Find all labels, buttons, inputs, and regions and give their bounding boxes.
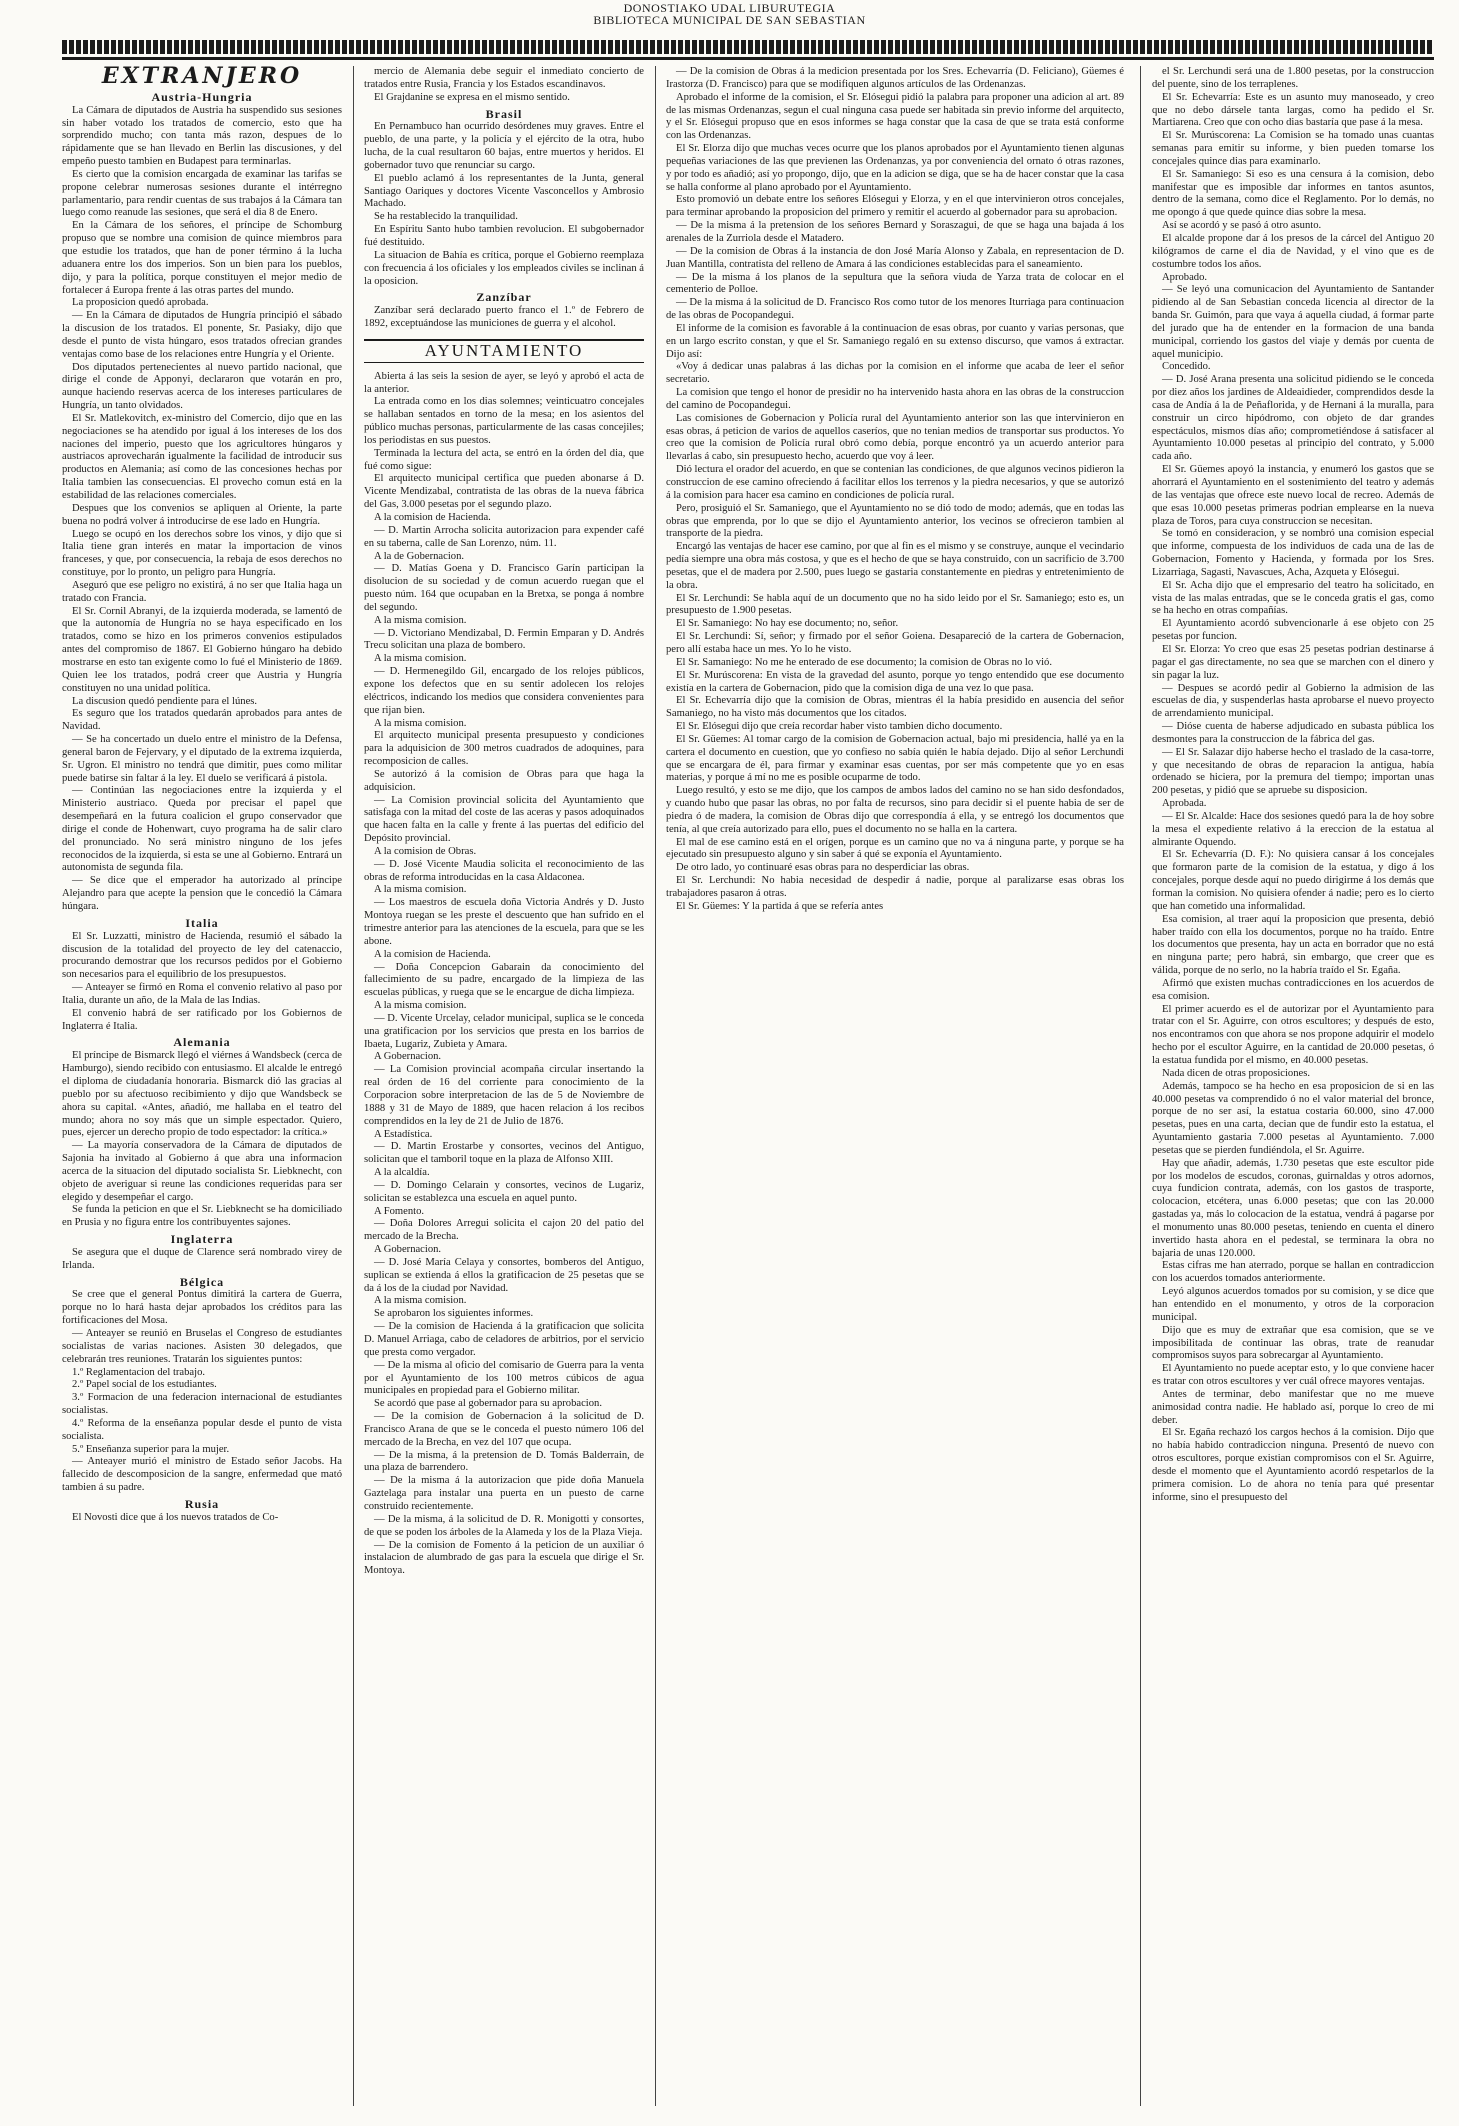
paragraph: — De la misma, á la solicitud de D. R. Monigotti y consortes, de que se poden los árboles de la Alameda y los de la Plaza Vieja.	[364, 1513, 644, 1538]
paragraph: Estas cifras me han aterrado, porque se hallan en contradiccion con los acuerdos tomados anteriormente.	[1152, 1260, 1434, 1285]
paragraph: — Despues se acordó pedir al Gobierno la admision de las escuelas de dia, y suspenderlas hasta aprobarse el nuevo proyecto de arrendamiento municipal.	[1152, 682, 1434, 720]
paragraph: El convenio habrá de ser ratificado por los Gobiernos de Inglaterra é Italia.	[62, 1007, 342, 1032]
newspaper-columns	[62, 66, 1434, 2106]
paragraph: El Sr. Echevarría dijo que la comision de Obras, mientras él la había presidido en ausencia del señor Samaniego, no ha visto más documentos que los citados.	[666, 695, 1124, 720]
paragraph: Concedido.	[1162, 361, 1211, 373]
paragraph: Antes de terminar, debo manifestar que no me mueve animosidad contra nadie. He hablado así, porque lo creo de mi deber.	[1152, 1388, 1434, 1426]
paragraph: Afirmó que existen muchas contradicciones en los acuerdos de esa comision.	[1152, 977, 1434, 1002]
paragraph: — El Sr. Alcalde: Hace dos sesiones quedó para la de hoy sobre la mesa el expediente relativo á la ereccion de la estatua al almirante Oquendo.	[1152, 810, 1434, 848]
paragraph: El mal de ese camino está en el orígen, porque es un camino que no va á ninguna parte, y porque se ha ejecutado sin presupuesto alguno y sin saber á qué se exponía el Ayuntamiento.	[666, 836, 1124, 861]
paragraph: Abierta á las seis la sesion de ayer, se leyó y aprobó el acta de la anterior.	[364, 370, 644, 395]
paragraph: En Espíritu Santo hubo tambien revolucion. El subgobernador fué destituido.	[364, 224, 644, 248]
paragraph: Es cierto que la comision encargada de examinar las tarifas se propone celebrar numerosas sesiones durante el intérregno parlamentario, para rendir cuentas de sus trabajos á la Cámara tan luego como reanude las sesiones, que será el dia 8 de Enero.	[62, 168, 342, 219]
paragraph: Dió lectura el orador del acuerdo, en que se contenian las condiciones, de que algunos vecinos pidieron la construccion de ese camino ofreciendo á facilitar ellos los terrenos y la piedra necesarios, y que se autorizó á la comision para hacer esa camino en condiciones de policía rural.	[666, 464, 1124, 501]
column-4	[1152, 66, 1434, 2106]
paragraph: Las comisiones de Gobernacion y Policía rural del Ayuntamiento anterior son las que intervinieron en esas obras, á peticion de varios de aquellos caseríos, que no tenian medios de transportar sus productos. Yo creo que la comision de Policía rural obró como debía, porque encontró ya un acuerdo anterior para llevarlas á cabo, sin presupuesto hecho, acuerdo que voy á leer.	[666, 412, 1124, 463]
paragraph: — D. Matías Goena y D. Francisco Garín participan la disolucion de su sociedad y de comun acuerdo ruegan que el puesto núm. 164 que ocupaban en la Bretxa, se ponga á nombre del segundo.	[364, 563, 644, 613]
paragraph: El Sr. Lerchundi: Sí, señor; y firmado por el señor Goiena. Desapareció de la cartera de Gobernacion, pero allí estaba hace un mes. Yo lo he visto.	[666, 631, 1124, 655]
paragraph: — De la misma á la autorizacion que pide doña Manuela Gaztelaga para instalar una puerta en un puesto de carne construido recientemente.	[364, 1475, 644, 1512]
paragraph: El Sr. Murúscorena: La Comision se ha tomado unas cuantas semanas para emitir su informe, y bien pueden tomarse los concejales quince dias para examinarlo.	[1152, 130, 1434, 167]
paragraph: — Se dice que el emperador ha autorizado al príncipe Alejandro para que acepte la pension que le concedió la Cámara húngara.	[62, 875, 342, 912]
column-divider	[655, 66, 656, 2106]
paragraph: El Sr. Lerchundi: No habia necesidad de despedir á nadie, porque al paralizarse esas obras los trabajadores pasaron á otras.	[666, 875, 1124, 899]
paragraph: A Estadística.	[374, 1128, 433, 1140]
subsection-zanzibar: Zanzíbar	[476, 290, 532, 305]
paragraph: — D. José Arana presenta una solicitud pidiendo se le conceda por diez años los jardines de Aldeaidieder, comprendidos desde la casa de Andía á la de Peñaflorida, y de Hernani á la muralla, para construir un circo hipódromo, con objeto de dar grandes espectáculos, mismos días año; comprometiéndose á satisfacer al Ayuntamiento 10.000 pesetas al principio del contrato, y 5.000 cada año.	[1152, 374, 1434, 463]
paragraph: — D. José María Celaya y consortes, bomberos del Antiguo, suplican se extienda á ellos la gratificacion de 25 pesetas que se da á los de la ciudad por Navidad.	[364, 1256, 644, 1294]
paragraph: Se aprobaron los siguientes informes.	[374, 1308, 534, 1320]
paragraph: — D. Victoriano Mendizabal, D. Fermin Emparan y D. Andrés Trecu solicitan una plaza de bombero.	[364, 627, 644, 652]
paragraph: El Sr. Acha dijo que el empresario del teatro ha solicitado, en vista de las malas entradas, que se le conceda gratis el gas, como se ha hecho en otras compañías.	[1152, 579, 1434, 617]
paragraph: El Sr. Luzzatti, ministro de Hacienda, resumió el sábado la discusion de la totalidad del proyecto de ley del catenaccio, procurando demostrar que los recursos pedidos por el Gobierno son necesarios para el equilibrio de los presupuestos.	[62, 930, 342, 981]
paragraph: El Sr. Samaniego: No me he enterado de ese documento; la comision de Obras no lo vió.	[676, 656, 1052, 668]
paragraph: Zanzíbar será declarado puerto franco el 1.º de Febrero de 1892, exceptuándose las municiones de guerra y el alcohol.	[364, 305, 644, 330]
paragraph: El Sr. Murúscorena: En vista de la gravedad del asunto, porque yo tengo entendido que ese documento existía en la cartera de Gobernacion, pido que la comision diga de una vez lo que pasa.	[666, 669, 1124, 694]
paragraph: Hay que añadir, además, 1.730 pesetas que este escultor pide por los modelos de escudos, coronas, guirnaldas y otros adornos, cuya fundicion contrata, además, con los gastos de trasporte, colocacion, etcétera, unas 6.000 pesetas; que con las 20.000 gastadas ya, más lo colocacion de la estatua, vendrá á pagarse por el monumento unas 80.000 pesetas, teniendo en cuenta el dinero invertido hasta ahora en el pedestal, se terminara la obra no bajaria de unas 120.000.	[1152, 1157, 1434, 1259]
archive-stamp-line1: DONOSTIAKO UDAL LIBURUTEGIA	[623, 1, 836, 15]
paragraph: A la de Gobernacion.	[374, 550, 465, 562]
paragraph: Se acordó que pase al gobernador para su aprobacion.	[374, 1398, 602, 1410]
paragraph: El pueblo aclamó á los representantes de la Junta, general Santiago Oariques y doctores Vicente Vasconcellos y Ambrosio Machado.	[364, 172, 644, 210]
paragraph: La discusion quedó pendiente para el lúnes.	[72, 695, 258, 707]
paragraph: — Anteayer se firmó en Roma el convenio relativo al paso por Italia, durante un año, de la Mala de las Indias.	[62, 982, 342, 1006]
paragraph: — Los maestros de escuela doña Victoria Andrés y D. Justo Montoya ruegan se les preste el descuento que han sufrido en el trimestre anterior para las atenciones de la escuela, para que se les abone.	[364, 897, 644, 947]
paragraph: — De la comision de Hacienda á la gratificacion que solicita D. Manuel Arriaga, cabo de celadores de arbitrios, por el servicio que presta como vergador.	[364, 1321, 644, 1358]
paragraph: Aprobado.	[1162, 271, 1208, 283]
paragraph: — D. José Vicente Maudia solicita el reconocimiento de las obras de reforma introducidas en la casa Aldaconea.	[364, 858, 644, 883]
paragraph: El Novosti dice que á los nuevos tratados de Co-	[72, 1511, 279, 1523]
paragraph: En Pernambuco han ocurrido desórdenes muy graves. Entre el pueblo, de una parte, y la policía y el ejército de la otra, hubo lucha, de la cual resultaron 60 bajas, entre muertos y heridos. El gobernador tuvo que renunciar su cargo.	[364, 121, 644, 171]
paragraph: — De la misma al oficio del comisario de Guerra para la venta por el Ayuntamiento de los 100 metros cúbicos de agua municipales en propiedad para el Gobierno militar.	[364, 1359, 644, 1397]
paragraph: El arquitecto municipal presenta presupuesto y condiciones para la adquisicion de 300 metros cuadrados de adoquines, para recomposicion de calles.	[364, 730, 644, 768]
paragraph: Dijo que es muy de extrañar que esa comision, que se ve imposibilitada de continuar las obras, trate de reanudar compromisos suyos para sobrecargar al Ayuntamiento.	[1152, 1324, 1434, 1362]
paragraph: — Continúan las negociaciones entre la izquierda y el Ministerio austriaco. Queda por precisar el papel que desempeñará en la futura coalicion el grupo conservador que dirige el conde de Hohenwart, cuyo programa ha de salir claro del pronunciado. No será ministro ninguno de los jefes reconocidos de la izquierda, si esta se une al Gobierno. Entrará un autonomista de segunda fila.	[62, 785, 342, 874]
paragraph: Leyó algunos acuerdos tomados por su comision, y se dice que han entendido en el monumento, y otros de la corporacion municipal.	[1152, 1286, 1434, 1323]
subsection-alemania: Alemania	[173, 1035, 231, 1050]
subsection-rusia: Rusia	[184, 1496, 220, 1511]
paragraph: — Anteayer murió el ministro de Estado señor Jacobs. Ha fallecido de descomposicion de la sangre, enfermedad que mató tambien á su padre.	[62, 1456, 342, 1494]
section-title-ayuntamiento: AYUNTAMIENTO	[364, 339, 644, 363]
paragraph: Se funda la peticion en que el Sr. Liebknecht se ha domiciliado en Prusia y no figura entre los contribuyentes sajones.	[62, 1204, 342, 1229]
paragraph: El Sr. Elorza dijo que muchas veces ocurre que los planos aprobados por el Ayuntamiento tienen algunas pequeñas variaciones de las que previenen las Ordenanzas, ya por conveniencia del ornato ó otras razones, y por todo es añadió; así yo propongo, dijo, que en la adicion se diga, que se ha de hacer constar que la casa se halla conforme al plano aprobado por el Ayuntamiento.	[666, 143, 1124, 193]
paragraph: Aprobado el informe de la comision, el Sr. Elósegui pidió la palabra para proponer una adicion al art. 89 de las mismas Ordenanzas, segun el cual ninguna casa puede ser habitada sin previo informe del arquitecto, y el Sr. Elósegui propuso que en esos informes se haga constar que la casa de que se trata está conforme con las Ordenanzas.	[666, 91, 1124, 142]
list-item: 5.º Enseñanza superior para la mujer.	[72, 1443, 230, 1455]
paragraph: La comision que tengo el honor de presidir no ha intervenido hasta ahora en las obras de la construccion del camino de Pocopandegui.	[666, 387, 1124, 411]
paragraph: Se ha restablecido la tranquilidad.	[374, 211, 518, 223]
paragraph: — La mayoría conservadora de la Cámara de diputados de Sajonia ha invitado al Gobierno á que abra una informacion acerca de la situacion del diputado socialista Sr. Liebknecht, con objeto de averiguar si reune las condiciones requeridas para ser elegido y desempeñar el cargo.	[62, 1140, 342, 1203]
paragraph: Aseguró que ese peligro no existirá, á no ser que Italia haga un tratado con Francia.	[62, 579, 342, 604]
paragraph: el Sr. Lerchundi será una de 1.800 pesetas, por la construccion del puente, sino de los terraplenes.	[1152, 66, 1434, 90]
paragraph: — D. Hermenegildo Gil, encargado de los relojes públicos, expone los defectos que en su sentir adolecen los relojes eléctricos, indicando los medios que considera convenientes para que rijan bien.	[364, 666, 644, 716]
paragraph: — De la misma á la solicitud de D. Francisco Ros como tutor de los menores Iturriaga para continuacion de las obras de Pocopandegui.	[666, 297, 1124, 322]
paragraph: Es seguro que los tratados quedarán aprobados para antes de Navidad.	[62, 708, 342, 733]
subsection-belgica: Bélgica	[179, 1274, 225, 1289]
archive-stamp-line2: BIBLIOTECA MUNICIPAL DE SAN SEBASTIAN	[593, 13, 866, 27]
paragraph: La proposicion quedó aprobada.	[72, 297, 209, 309]
paragraph: mercio de Alemania debe seguir el inmediato concierto de tratados entre Rusia, Francia y los Estados escandinavos.	[364, 66, 644, 90]
paragraph: — De la misma, á la pretension de D. Tomás Balderrain, de una plaza de barrendero.	[364, 1449, 644, 1474]
paragraph: El Sr. Elorza: Yo creo que esas 25 pesetas podrian destinarse á pagar el gas directamente, no sea que se marchen con el dinero y sin pagar la luz.	[1152, 643, 1434, 681]
subsection-italia: Italia	[185, 915, 219, 930]
paragraph: — Dióse cuenta de haberse adjudicado en subasta pública los desmontes para la construccion de la fábrica del gas.	[1152, 721, 1434, 745]
header-ornamental-rule	[62, 40, 1434, 54]
paragraph: A la comision de Hacienda.	[374, 512, 491, 523]
paragraph: — De la misma á la pretension de los señores Bernard y Soraszagui, de que se haga una bajada á los arenales de la Zurriola desde el Matadero.	[666, 220, 1124, 244]
list-item: 2.º Papel social de los estudiantes.	[72, 1379, 217, 1391]
paragraph: — De la comision de Obras á la instancia de don José María Alonso y Zabala, en representacion de D. Juan Mantilla, contratista del relleno de Amara á las condiciones establecidas para el saneamiento.	[666, 245, 1124, 270]
paragraph: — La Comision provincial acompaña circular insertando la real órden de 16 del corriente para conocimiento de la Corporacion sobre interpretacion de las de 5 de Noviembre de 1888 y 31 de Mayo de 1889, que hacen relacion á los recibos comprendidos en la ley de 21 de Julio de 1876.	[364, 1064, 644, 1127]
subsection-brasil: Brasil	[485, 106, 523, 121]
paragraph: El Ayuntamiento no puede aceptar esto, y lo que conviene hacer es tratar con otros escultores y ver cuál ofrece mayores ventajas.	[1152, 1363, 1434, 1388]
paragraph: — Doña Dolores Arregui solicita el cajon 20 del patio del mercado de la Brecha.	[364, 1218, 644, 1243]
paragraph: El Grajdanine se expresa en el mismo sentido.	[374, 91, 570, 103]
paragraph: A la misma comision.	[374, 1295, 467, 1307]
paragraph: Esto promovió un debate entre los señores Elósegui y Elorza, y en el que intervinieron otros concejales, para terminar aprobando la proposicion del primero y remitir el acuerdo al gobernador para su aprobacion.	[666, 194, 1124, 219]
paragraph: El Sr. Cornil Abranyi, de la izquierda moderada, se lamentó de que la autonomía de Hungría no se haya especificado en los tratados, como se hizo en los primeros convenios estipulados antes del compromiso de 1867. El Gobierno húngaro ha debido mostrarse en esto tan exigente como lo fué el Ministerio de 1869. Quien lee los tratados, podrá creer que Austria y Hungría constituyen no una unidad política.	[62, 605, 342, 694]
paragraph: Aprobada.	[1162, 798, 1207, 810]
paragraph: A la comision de Hacienda.	[374, 948, 491, 960]
paragraph: El Sr. Samaniego: No hay ese documento; no, señor.	[676, 618, 899, 630]
subsection-austria-hungria: Austria-Hungria	[151, 89, 253, 104]
paragraph: El primer acuerdo es el de autorizar por el Ayuntamiento para tratar con el Sr. Aguirre, con otros escultores; y después de esto, nos encontramos con que ahora se nos propone adquirir el modelo hecho por el escultor Aguirre, en la cantidad de 20.000 pesetas, ó la estatua fundida por el mismo, en 40.000 pesetas.	[1152, 1003, 1434, 1066]
paragraph: En la Cámara de los señores, el príncipe de Schomburg propuso que se nombre una comision de quince miembros para que estudie los tratados, que han de poner término á la lucha aduanera entre los dos imperios. Son un bien para los pueblos, dijo, y para la política, porque constituyen el mejor medio de fortalecer á Europa frente á las otras partes del mundo.	[62, 220, 342, 296]
paragraph: — Se leyó una comunicacion del Ayuntamiento de Santander pidiendo al de San Sebastian conceda licencia al director de la banda Sr. Guimón, para que vaya á aquella ciudad, á formar parte del jurado que ha de entender en la formacion de una banda municipal, corriendo los gastos del viaje y demás por cuenta de aquel municipio.	[1152, 284, 1434, 360]
paragraph: A Gobernacion.	[374, 1051, 442, 1063]
paragraph: Se asegura que el duque de Clarence será nombrado virey de Irlanda.	[62, 1246, 342, 1271]
paragraph: — D. Vicente Urcelay, celador municipal, suplica se le conceda una gratificacion por los servicios que presta en los barrios de Ibaeta, Lugariz, Zubieta y Amara.	[364, 1012, 644, 1050]
paragraph: — Doña Concepcion Gabarain da conocimiento del fallecimiento de su padre, encargado de la limpieza de las escuelas públicas, y ruega que se le encargue de dicha limpieza.	[364, 961, 644, 999]
paragraph: La situacion de Bahía es crítica, porque el Gobierno reemplaza con frecuencia á los oficiales y los empleados civiles se inclinan á la oposicion.	[364, 249, 644, 287]
paragraph: — El Sr. Salazar dijo haberse hecho el traslado de la casa-torre, y que necesitando de obras de reparacion la antigua, había ordenado se hiciera, por la premura del tiempo; importan unas 200 pesetas, y pidió que se apruebe su disposicion.	[1152, 746, 1434, 797]
column-2	[364, 66, 644, 2106]
paragraph: A la misma comision.	[374, 653, 467, 665]
paragraph: — De la comision de Obras á la medicion presentada por los Sres. Echevarría (D. Feliciano), Güemes é Irastorza (D. Francisco) para que se modifiquen algunos artículos de las Ordenanzas.	[666, 66, 1124, 90]
paragraph: — D. Martin Erostarbe y consortes, vecinos del Antiguo, solicitan que el tamboril toque en la plaza de Alfonso XIII.	[364, 1141, 644, 1166]
paragraph: El Sr. Samaniego: Si eso es una censura á la comision, debo manifestar que es imposible dar informes en tantos asuntos, dentro de la semana, como dice el Reglamento. Por lo demás, no me opongo á que quede quince dias sobre la mesa.	[1152, 168, 1434, 219]
paragraph: — Se ha concertado un duelo entre el ministro de la Defensa, general baron de Fejervary, y el diputado de la extrema izquierda, Sr. Ugron. El ministro no tendrá que dimitir, pues como militar puede batirse sin faltar á la ley. El duelo se verificará á pistola.	[62, 734, 342, 784]
paragraph: Encargó las ventajas de hacer ese camino, por que al fin es el mismo y se construye, aunque el vecindario pedía siempre una obra más costosa, y que es el hecho de que se haya construido, con un sacrificio de 3.700 pesetas, que el de madera por 2.500, pues luego se gastaria constantemente en piedras y entretenimiento de la obra.	[666, 541, 1124, 591]
paragraph: A la misma comision.	[374, 614, 467, 626]
paragraph: Terminada la lectura del acta, se entró en la órden del dia, que fué como sigue:	[364, 447, 644, 472]
paragraph: El Sr. Lerchundi: Se habla aquí de un documento que no ha sido leido por el Sr. Samaniego; esto es, un presupuesto de 1.900 pesetas.	[666, 592, 1124, 617]
paragraph: El arquitecto municipal certifica que pueden abonarse á D. Vicente Mendizabal, contratista de las obras de la nueva fábrica del Gas, 3.000 pesetas por el segundo plazo.	[364, 473, 644, 511]
paragraph: El Sr. Elósegui dijo que creía recordar haber visto tambien dicho documento.	[676, 721, 1003, 733]
paragraph: Luego se ocupó en los derechos sobre los vinos, y dijo que si Italia tiene gran interés en matar la importacion de vinos franceses, y que, por consecuencia, la rebaja de esos derechos no constituye, por lo pronto, un peligro para Hungría.	[62, 528, 342, 579]
archive-stamp	[0, 2, 1459, 26]
paragraph: El informe de la comision es favorable á la continuacion de esas obras, por cuanto y varias personas, que en un largo escrito constan, y que el Sr. Samaniego regaló en su extenso discurso, que vamos á extractar. Dijo así:	[666, 322, 1124, 360]
paragraph: Se tomó en consideracion, y se nombró una comision especial que informe, compuesta de los individuos de cada una de las de Gobernacion, Fomento y Hacienda, y formada por los Sres. Lizarriaga, Sagasti, Navascues, Acha, Azqueta y Elósegui.	[1152, 528, 1434, 578]
paragraph: El Sr. Echevarría (D. F.): No quisiera cansar á los concejales que formaron parte de la comision de la estatua, y digo á los concejales, porque desde aquí no puedo dirigirme á los demás que forman la comision. No quisiera ofender á nadie; pero es lo cierto que han cometido una informalidad.	[1152, 849, 1434, 912]
paragraph: A la alcaldía.	[374, 1167, 430, 1179]
paragraph: El Sr. Güemes: Y la partida á que se refería antes	[676, 900, 884, 912]
paragraph: El Sr. Echevarría: Este es un asunto muy manoseado, y creo que no debo dársele tanta largas, como ha pedido el Sr. Martiarena. Creo que con ocho dias bastaría que pase á la mesa.	[1152, 91, 1434, 129]
paragraph: El Sr. Matlekovitch, ex-ministro del Comercio, dijo que en las negociaciones se ha atendido por igual á los intereses de los dos naciones del imperio, puesto que los agricultores húngaros y austriacos aprovecharán igualmente la facilidad de introducir sus productos en Alemania; así como de las concesiones hechas por Italia tambien las consecuencias. El provecho comun está en la estabilidad de las relaciones comerciales.	[62, 412, 342, 501]
paragraph: El Sr. Güemes apoyó la instancia, y enumeró los gastos que se ahorrará el Ayuntamiento en el sostenimiento del teatro y además de las ventajas que ofrece este nuevo local de recreo. Además de que esas 10.000 pesetas primeras podrian emplearse en la nueva plaza de Toros, para cuya construccion se necesitan.	[1152, 464, 1434, 527]
paragraph: Además, tampoco se ha hecho en esa proposicion de si en las 40.000 pesetas va comprendido ó no el valor material del bronce, porque de no ser así, la estatua costaria 60.000, sino 47.000 pesetas, pues en una carta, decian que de fundir esto la estatua, el Ayuntamiento gastaria 7.000 pesetas al Ayuntamiento. 7.000 pesetas que se pierden fundiéndola, el Sr. Aguirre.	[1152, 1080, 1434, 1156]
column-divider	[1140, 66, 1141, 2106]
paragraph: El Ayuntamiento acordó subvencionarle á ese objeto con 25 pesetas por funcion.	[1152, 618, 1434, 643]
paragraph: Despues que los convenios se apliquen al Oriente, la parte buena no podrá volver á introducirse de ese lado en Hungría.	[62, 502, 342, 527]
paragraph: — D. Domingo Celarain y consortes, vecinos de Lugariz, solicitan se establezca una escuela en aquel punto.	[364, 1179, 644, 1204]
paragraph: Se autorizó á la comision de Obras para que haga la adquisicion.	[364, 768, 644, 793]
paragraph: A la misma comision.	[374, 884, 467, 896]
section-title-extranjero: EXTRANJERO	[101, 66, 303, 89]
paragraph: Se cree que el general Pontus dimitirá la cartera de Guerra, porque no lo hará hasta dejar aprobados los créditos para las fortificaciones del Mosa.	[62, 1289, 342, 1327]
paragraph: Así se acordó y se pasó á otro asunto.	[1162, 220, 1322, 232]
paragraph: El Sr. Egaña rechazó los cargos hechos á la comision. Dijo que no había habido contradiccion ninguna. Presentó de nuevo con otros escultores, porque existian compromisos con el Sr. Aguirre, desde el momento que el Ayuntamiento acordó respetarlos de la primera comision. Lo de ahora no tenía para qué presentar informe, sino el presupuesto del	[1152, 1427, 1434, 1503]
paragraph: «Voy á dedicar unas palabras á las dichas por la comision en el informe que acaba de leer el señor secretario.	[666, 361, 1124, 386]
list-item: 1.º Reglamentacion del trabajo.	[72, 1366, 206, 1378]
paragraph: A Fomento.	[374, 1205, 425, 1217]
column-divider	[353, 66, 354, 2106]
paragraph: Luego resultó, y esto se me dijo, que los campos de ambos lados del camino no se han sido desfondados, y cuando hubo que pasar las obras, no por falta de recursos, sino para decidir si el puente habia de ser de piedra ó de madera, la comision de Obras dijo que correspondía á ella, y se entregó los documentos que tenía, al que creía autorizado para ello, pues el documento no se halla en la cartera.	[666, 785, 1124, 835]
paragraph: A la misma comision.	[374, 717, 467, 729]
header-rule	[62, 57, 1434, 60]
paragraph: A la misma comision.	[374, 1000, 467, 1012]
paragraph: El príncipe de Bismarck llegó el viérnes á Wandsbeck (cerca de Hamburgo), siendo recibido con entusiasmo. El alcalde le entregó el diploma de ciudadanía honoraria. Bismarck dió las gracias al pueblo por su afectuoso recibimiento y dijo que Wandsbeck se ahora su capital. «Antes, añadió, me hallaba en el teatro del mundo; ahora no soy más que un simple espectador. Quiero, pues, ejercer un derecho propio de todo espectador: la crítica.»	[62, 1050, 342, 1139]
paragraph: — Anteayer se reunió en Bruselas el Congreso de estudiantes socialistas de varias naciones. Asisten 30 delegados, que celebrarán tres reuniones. Tratarán los siguientes puntos:	[62, 1328, 342, 1365]
paragraph: — De la misma á los planos de la sepultura que la señora viuda de Yarza trata de colocar en el cementerio de Polloe.	[666, 271, 1124, 296]
list-item: 3.º Formacion de una federacion internacional de estudiantes socialistas.	[62, 1392, 342, 1417]
list-item: 4.º Reforma de la enseñanza popular desde el punto de vista socialista.	[62, 1417, 342, 1442]
column-1	[62, 66, 342, 2106]
subsection-inglaterra: Inglaterra	[170, 1232, 234, 1247]
paragraph: El alcalde propone dar á los presos de la cárcel del Antiguo 20 kilógramos de carne el dia de Navidad, y el vino que es de costumbre todos los años.	[1152, 232, 1434, 270]
paragraph: — De la comision de Fomento á la peticion de un auxiliar ó instalacion de alumbrado de gas para la escuela que dirige el Sr. Montoya.	[364, 1539, 644, 1577]
paragraph: Nada dicen de otras proposiciones.	[1162, 1067, 1310, 1079]
paragraph: Esa comision, al traer aquí la proposicion que presenta, debió haber traído con ella los documentos, porque no ha traído. Entre los documentos que presenta, hay un acta en borrador que no está en ninguna parte; pero habrá, sin embargo, que creer que es válida, porque de no serlo, no la habría traído el Sr. Egaña.	[1152, 913, 1434, 977]
paragraph: — En la Cámara de diputados de Hungría principió el sábado la discusion de los tratados. El ponente, Sr. Pasiaky, dijo que desde el punto de vista húngaro, esos tratados ofrecian grandes ventajas como base de los relaciones entre Hungría y el Oriente.	[62, 310, 342, 360]
column-3	[666, 66, 1124, 2106]
paragraph: Dos diputados pertenecientes al nuevo partido nacional, que dirige el conde de Apponyi, declararon que votarán en pro, aunque haciendo reservas acerca de los intereses particulares de Hungría, un tanto olvidados.	[62, 361, 342, 412]
paragraph: — D. Martin Arrocha solicita autorizacion para expender café en su taberna, calle de San Lorenzo, núm. 11.	[364, 524, 644, 549]
paragraph: La Cámara de diputados de Austria ha suspendido sus sesiones sin haber votado los tratados de comercio, esto que ha sorprendido mucho; con tanta más razon, despues de lo rápidamente que se han llevado en Berlin las discusiones, y del empeño puesto tambien en Budapest para terminarlas.	[62, 104, 342, 168]
paragraph: El Sr. Güemes: Al tomar cargo de la comision de Gobernacion actual, bajo mi presidencia, hallé ya en la cartera el documento en cuestion, que yo confieso no sabía quién le había dejado. Dijo al señor Lerchundi que se encargara de él, para firmar y examinar esas cuentas, por ser más competente que yo en esas materias, y porque á mí no me es posible ocuparme de todo.	[666, 733, 1124, 784]
paragraph: A Gobernacion.	[374, 1244, 442, 1256]
paragraph: La entrada como en los dias solemnes; veinticuatro concejales se hallaban sentados en torno de la mesa; en los asientos del público muchas personas, particularmente de las casas concejiles; los periodistas en sus puestos.	[364, 396, 644, 446]
paragraph: — La Comision provincial solicita del Ayuntamiento que satisfaga con la mitad del coste de las aceras y pasos adoquinados que hacen falta en la calle y frente á las puertas del edificio del Depósito provincial.	[364, 794, 644, 845]
paragraph: De otro lado, yo continuaré esas obras para no desperdiciar las obras.	[676, 862, 970, 874]
paragraph: — De la comision de Gobernacion á la solicitud de D. Francisco Arana de que se le conceda el puesto número 106 del mercado de la Brecha, en vez del 107 que ocupa.	[364, 1411, 644, 1448]
paragraph: A la comision de Obras.	[374, 845, 477, 857]
paragraph: Pero, prosiguió el Sr. Samaniego, que el Ayuntamiento no se dió todo de modo; además, que en todas las obras que emprenda, por lo que se dijo el Ayuntamiento anterior, los vecinos se ofrecieron tambien al transporte de la piedra.	[666, 502, 1124, 540]
